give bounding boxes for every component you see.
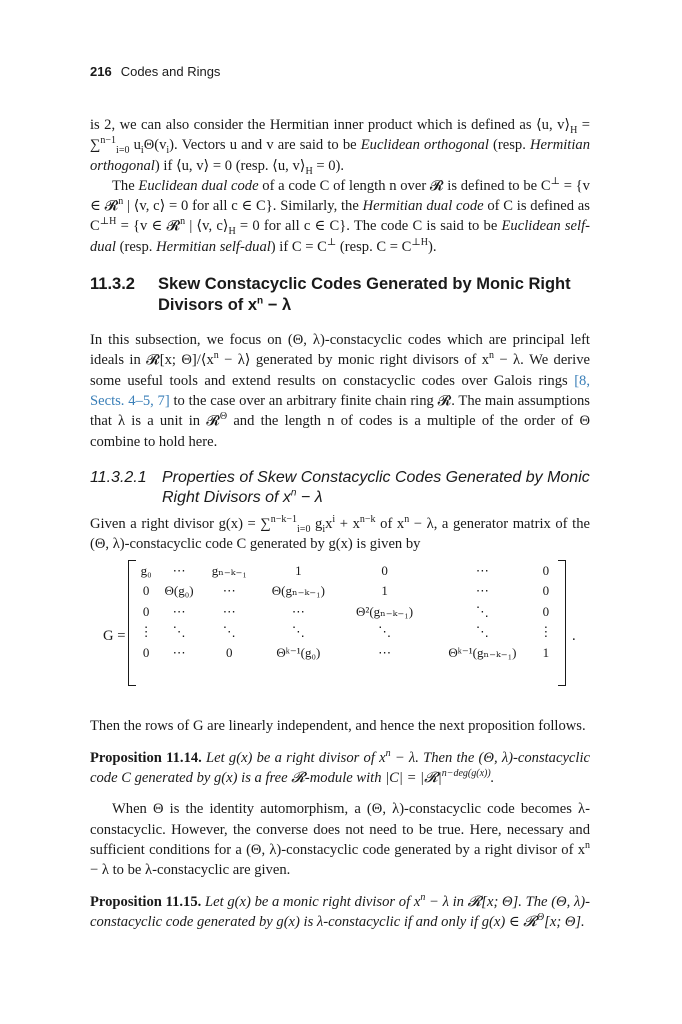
matrix-cell: 1	[542, 644, 550, 660]
subsection-title: Properties of Skew Constacyclic Codes Generated by Monic Right Divisors of $x^n - \lambda$	[162, 468, 590, 506]
matrix-cell: ⋯	[172, 644, 186, 660]
generator-matrix	[90, 560, 590, 710]
matrix-cell: 0	[542, 562, 550, 578]
matrix-cell: ⋯	[222, 603, 236, 619]
matrix-cell: ⋯	[475, 583, 489, 599]
matrix-cell: ⋱	[475, 603, 489, 619]
page-body	[90, 115, 590, 932]
matrix-entries	[136, 560, 556, 663]
matrix-cell: ⋯	[378, 644, 392, 660]
matrix-cell: ⋯	[291, 603, 305, 619]
matrix-cell: 1	[295, 562, 302, 578]
matrix-cell: g₀	[140, 562, 152, 578]
section-number: 11.3.2	[90, 275, 135, 294]
matrix-cell: 0	[381, 562, 388, 578]
matrix-row	[136, 601, 556, 622]
paragraph-generator-matrix-intro: Given a right divisor g(x) = ∑$^{n-k-1}_{i=0}$ $g_ix^i + x^{n-k}$ of $x^n - \lambda$, a generator matrix of the (Θ, λ)-constacyclic code C generated by g(x) is given by	[90, 514, 590, 553]
matrix-cell: ⋯	[475, 562, 489, 578]
matrix-cell: 0	[542, 583, 550, 599]
matrix-row	[136, 560, 556, 581]
matrix-cell: 0	[142, 583, 150, 599]
matrix-cell: ⋯	[222, 583, 236, 599]
paragraph-rows-independent: Then the rows of G are linearly independent, and hence the next proposition follows.	[90, 718, 586, 735]
matrix-cell: Θᵏ⁻¹(g₀)	[276, 644, 321, 660]
matrix-cell: ⋱	[475, 624, 489, 640]
paragraph-identity-automorphism: When Θ is the identity automorphism, a (Θ, λ)-constacyclic code becomes λ-constacyclic. However, the converse does not need to be true. Here, necessary and sufficient conditions for a (Θ, λ)-constacyclic code generated by a right divisor of $x^n - \lambda$ to be λ-constacyclic are given.	[90, 801, 590, 879]
running-title: Codes and Rings	[120, 64, 221, 79]
matrix-left-bracket	[128, 560, 136, 686]
matrix-label: G =	[103, 628, 126, 645]
proposition-11-14: Proposition 11.14. Let g(x) be a right divisor of $x^n - \lambda$. Then the (Θ, λ)-constacyclic code C generated by g(x) is a free 𝓡-module with $|C| = |𝓡|^{n-deg(g(x))}$.	[90, 747, 590, 787]
matrix-cell: Θ(g₀)	[164, 583, 194, 599]
matrix-row	[136, 642, 556, 663]
subsection-number: 11.3.2.1	[90, 468, 147, 486]
matrix-row	[136, 581, 556, 602]
matrix-cell: 0	[542, 603, 550, 619]
matrix-cell: 0	[226, 644, 233, 660]
matrix-row	[136, 622, 556, 643]
matrix-cell: Θ²(gₙ₋ₖ₋₁)	[356, 603, 414, 619]
paragraph-hermitian-inner-product: is 2, we can also consider the Hermitian inner product which is defined as ⟨u, $v⟩_H = \sum^{n-1}_{i=0}$ $u_i\Theta(v_i)$. Vectors u and v are said to be Euclidean orthogonal (resp. Hermitian orthogonal) if ⟨u, v⟩ = 0 (resp. ⟨u, $v⟩_H = 0$).	[90, 117, 590, 177]
page-number: 216	[90, 64, 112, 79]
matrix-cell: ⋮	[139, 624, 153, 640]
matrix-cell: ⋮	[539, 624, 553, 640]
matrix-cell: ⋯	[172, 562, 186, 578]
matrix-cell: gₙ₋ₖ₋₁	[211, 562, 247, 578]
matrix-cell: Θ(gₙ₋ₖ₋₁)	[271, 583, 325, 599]
matrix-cell: ⋱	[172, 624, 186, 640]
proposition-11-15: Proposition 11.15. Let g(x) be a monic right divisor of $x^n - \lambda$ in 𝓡[x; Θ]. The (Θ, λ)-constacyclic code generated by g(x) is λ-constacyclic if and only if g(x) ∈ 𝓡$^\Theta$[x; Θ].	[90, 891, 590, 930]
matrix-cell: ⋱	[378, 624, 392, 640]
subsection-heading	[90, 468, 590, 508]
running-header	[90, 64, 220, 79]
matrix-cell: 1	[381, 583, 388, 599]
paragraph-dual-codes: The Euclidean dual code of a code C of length n over 𝓡 is defined to be C⊥ = {v ∈ 𝓡$^n$ | ⟨v, c⟩ = 0 for all c ∈ C}. Similarly, the Hermitian dual code of C is defined as $C^{\perp H} = \{v$ ∈ 𝓡$^n$ | ⟨v, $c⟩_H = 0$ for all c ∈ C}. The code C is said to be Euclidean self-dual (resp. Hermitian self-dual) if C = C⊥ (resp. $C = C^{\perp H}$).	[90, 176, 591, 255]
matrix-end-period: .	[572, 628, 576, 645]
matrix-cell: ⋱	[291, 624, 305, 640]
proposition-label: Proposition 11.14.	[90, 749, 202, 766]
matrix-cell: 0	[142, 644, 150, 660]
matrix-cell: ⋱	[222, 624, 236, 640]
section-heading	[90, 274, 590, 316]
matrix-cell: ⋯	[172, 603, 186, 619]
matrix-right-bracket	[558, 560, 566, 686]
citation-link[interactable]: [8, Sects. 4–5, 7]	[90, 372, 590, 409]
paragraph-subsection-intro: In this subsection, we focus on (Θ, λ)-constacyclic codes which are principal left ideals in 𝓡[x; $\Theta]/⟨x^n$ − λ⟩ generated by monic right divisors of $x^n - \lambda$. We derive some useful tools and extend results on constacyclic codes over Galois rings [8, Sects. 4–5, 7] to the case over an arbitrary finite chain ring 𝓡. The main assumptions that λ is a unit in 𝓡$^\Theta$ and the length n of codes is a multiple of the order of Θ combine to hold here.	[90, 332, 591, 450]
section-title: Skew Constacyclic Codes Generated by Monic Right Divisors of $x^n - \lambda$	[158, 275, 571, 315]
matrix-cell: Θᵏ⁻¹(gₙ₋ₖ₋₁)	[448, 644, 517, 660]
matrix-cell: 0	[142, 603, 150, 619]
proposition-label: Proposition 11.15.	[90, 893, 202, 910]
